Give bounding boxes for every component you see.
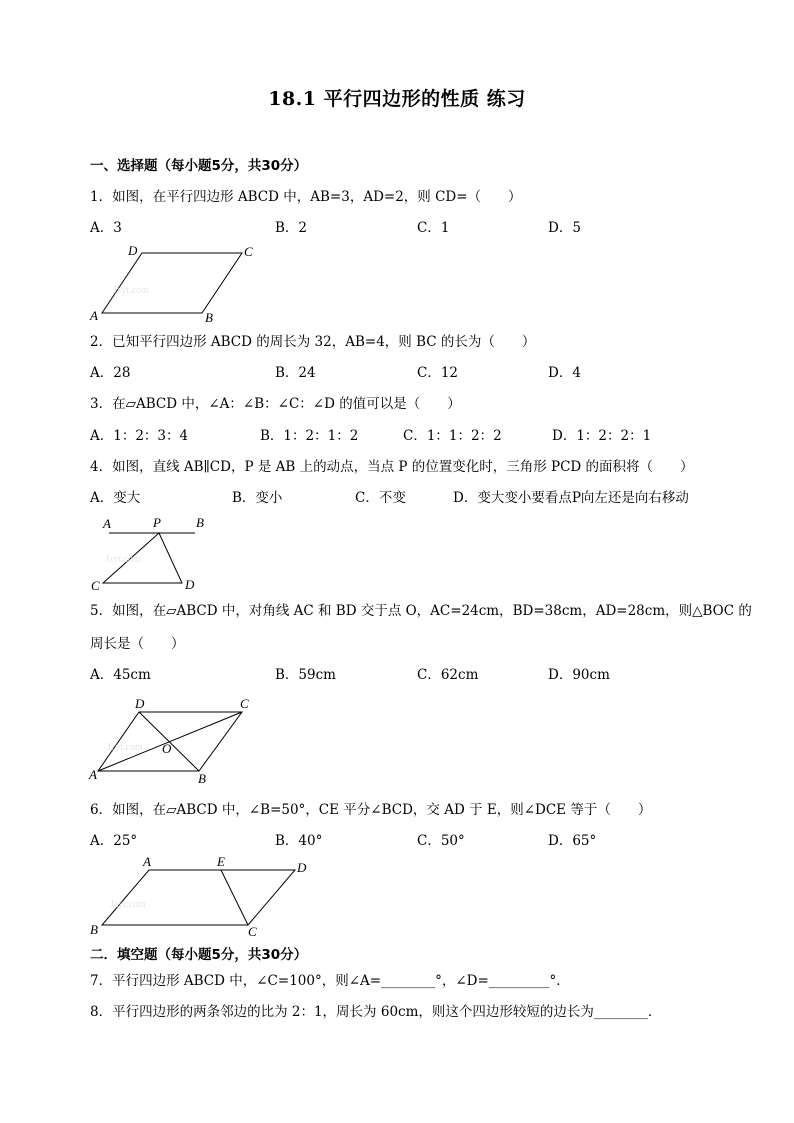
question-3-option-c: C．1：1：2：2 — [403, 428, 502, 444]
svg-text:Jzyt.com: Jzyt.com — [107, 742, 143, 753]
question-6-option-d: D．65° — [548, 833, 597, 849]
label-a: A — [103, 516, 111, 531]
svg-text:Jzyt.com: Jzyt.com — [110, 899, 146, 910]
question-3-option-d: D．1：2：2：1 — [552, 428, 652, 444]
question-6-option-b: B．40° — [275, 833, 323, 849]
question-4-option-c: C．不变 — [355, 490, 406, 506]
label-o: O — [162, 741, 172, 756]
section-heading-choice: 一、选择题（每小题5分，共30分） — [90, 158, 308, 174]
question-2-option-d: D．4 — [548, 365, 581, 381]
question-8-stem: 8．平行四边形的两条邻边的比为 2：1，周长为 60cm，则这个四边形较短的边长为________． — [90, 1004, 662, 1020]
label-d: D — [297, 860, 307, 875]
question-1-option-c: C．1 — [417, 220, 450, 236]
question-2-stem: 2．已知平行四边形 ABCD 的周长为 32，AB=4，则 BC 的长为（ ） — [90, 334, 536, 350]
question-2-option-a: A．28 — [90, 365, 131, 381]
question-3-option-b: B．1：2：1：2 — [260, 428, 359, 444]
question-4-figure — [85, 510, 225, 595]
question-6-figure — [85, 852, 325, 942]
label-b: B — [90, 922, 98, 937]
question-5-option-c: C．62cm — [417, 667, 479, 683]
label-c: C — [248, 924, 257, 939]
question-1-option-b: B．2 — [275, 220, 308, 236]
label-d: D — [185, 577, 195, 592]
question-3-stem: 3．在▱ABCD 中，∠A：∠B：∠C：∠D 的值可以是（ ） — [90, 396, 461, 412]
question-4-option-d: D．变大变小要看点P向左还是向右移动 — [453, 490, 689, 506]
label-c: C — [91, 578, 100, 593]
question-5-option-d: D．90cm — [548, 667, 610, 683]
question-2-option-b: B．24 — [275, 365, 316, 381]
label-b: B — [198, 771, 206, 786]
label-c: C — [244, 244, 253, 259]
label-b: B — [196, 515, 204, 530]
question-6-stem: 6．如图，在▱ABCD 中，∠B=50°，CE 平分∠BCD，交 AD 于 E，则∠DCE 等于（ ） — [90, 802, 652, 818]
label-a: A — [89, 767, 97, 782]
question-6-option-c: C．50° — [417, 833, 465, 849]
page-title: 18.1 平行四边形的性质 练习 — [268, 88, 526, 110]
label-e: E — [217, 854, 225, 869]
question-1-stem: 1．如图，在平行四边形 ABCD 中，AB=3，AD=2，则 CD=（ ） — [90, 189, 522, 205]
label-a: A — [143, 854, 151, 869]
label-b: B — [205, 310, 213, 325]
label-d: D — [128, 243, 138, 258]
question-1-option-a: A．3 — [90, 220, 122, 236]
question-4-stem: 4．如图，直线 AB∥CD，P 是 AB 上的动点，当点 P 的位置变化时，三角形 PCD 的面积将（ ） — [90, 459, 694, 475]
question-2-option-c: C．12 — [417, 365, 459, 381]
question-3-option-a: A．1：2：3：4 — [90, 428, 189, 444]
question-5-figure — [85, 690, 265, 790]
label-p: P — [153, 515, 161, 530]
section-heading-fill: 二．填空题（每小题5分，共30分） — [90, 947, 308, 963]
question-7-stem: 7．平行四边形 ABCD 中，∠C=100°，则∠A=________°，∠D=_________°． — [90, 973, 570, 989]
question-1-figure — [85, 240, 265, 325]
question-5-option-a: A．45cm — [90, 667, 151, 683]
label-c: C — [240, 696, 249, 711]
question-5-stem-line-1: 5．如图，在▱ABCD 中，对角线 AC 和 BD 交于点 O，AC=24cm，BD=38cm，AD=28cm，则△BOC 的 — [90, 603, 752, 619]
svg-text:Jzyt.com: Jzyt.com — [113, 285, 149, 296]
svg-text:Jzyt.com: Jzyt.com — [105, 554, 141, 565]
question-1-option-d: D．5 — [548, 220, 581, 236]
question-5-option-b: B．59cm — [275, 667, 336, 683]
question-5-stem-line-2: 周长是（ ） — [90, 636, 185, 652]
question-6-option-a: A．25° — [90, 833, 138, 849]
question-4-option-b: B．变小 — [232, 490, 283, 506]
label-d: D — [135, 696, 145, 711]
label-a: A — [90, 308, 98, 323]
question-4-option-a: A．变大 — [90, 490, 141, 506]
